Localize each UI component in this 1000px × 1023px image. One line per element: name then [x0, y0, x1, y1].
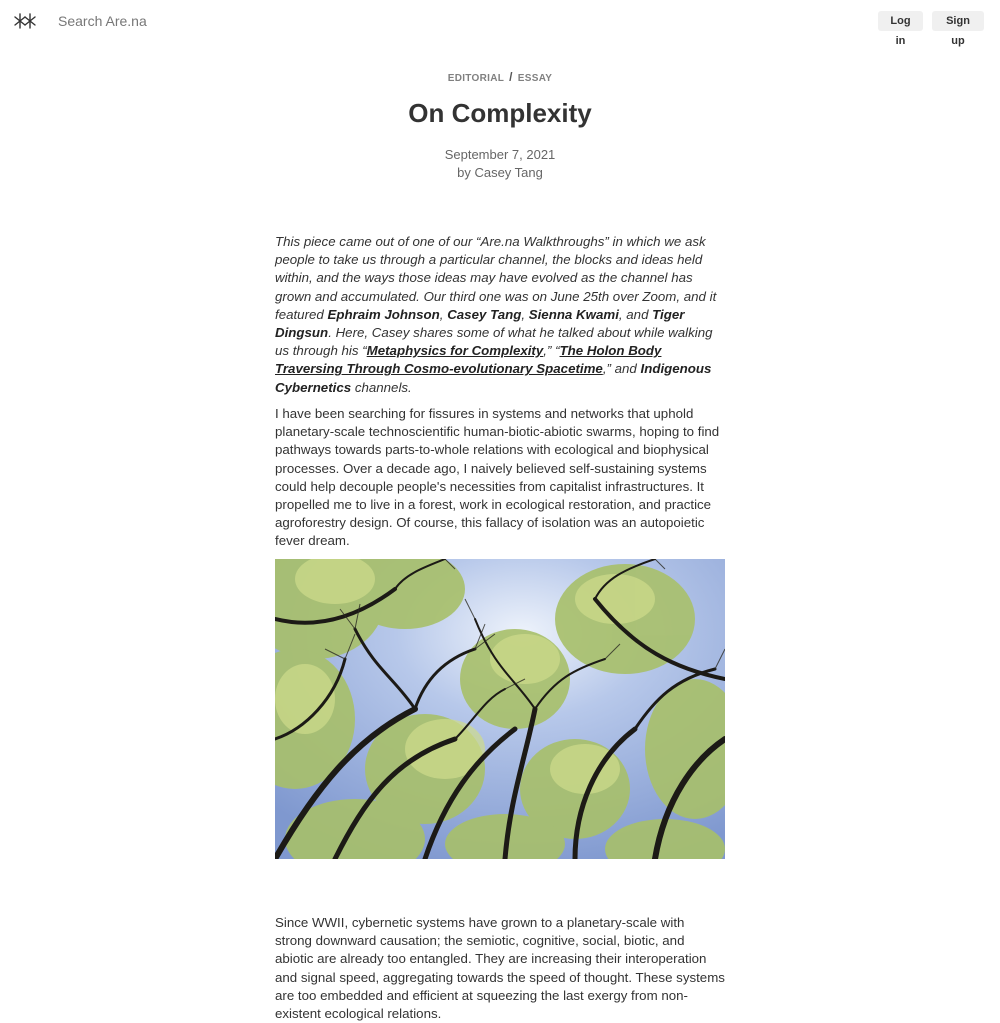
author-byline: by Casey Tang	[457, 165, 543, 180]
login-button[interactable]: Log in	[878, 11, 923, 31]
breadcrumb-separator: /	[509, 70, 513, 84]
arena-logo-icon[interactable]	[14, 12, 36, 30]
person-name: Sienna Kwami	[528, 306, 619, 322]
intro-paragraph: This piece came out of one of our “Are.na Walkthroughs” in which we ask people to take us through a particular channel, the blocks and ideas held within, and the ways those ideas may have evolved as the channel has grown and accumulated. Our third one was on June 25th over Zoom, and it featured Ephraim Johnson, Casey Tang, Sienna Kwami, and Tiger Dingsun. Here, Casey shares some of what he talked about while walking us through his “Metaphysics for Complexity,” “The Holon Body Traversing Through Cosmo-evolutionary Spacetime,” and Indigenous Cybernetics channels.	[275, 234, 717, 395]
person-name: Casey Tang	[447, 306, 522, 322]
signup-button[interactable]: Sign up	[932, 11, 984, 31]
person-name: Ephraim Johnson	[327, 306, 440, 322]
page-title: On Complexity	[408, 98, 592, 128]
channel-link-holon-body[interactable]: The Holon Body Traversing Through Cosmo-evolutionary Spacetime	[275, 343, 662, 377]
top-bar	[0, 0, 1000, 47]
breadcrumb	[0, 70, 1000, 84]
tree-canopy-photo	[275, 559, 725, 859]
breadcrumb-editorial[interactable]: EDITORIAL	[447, 73, 505, 84]
body-paragraph: Since WWII, cybernetic systems have grown to a planetary-scale with strong downward causation; the semiotic, cognitive, social, biotic, and abiotic are already too entangled. They are increasing their interoperation and signal speed, aggregating towards the speed of thought. These systems are too embedded and efficient at squeezing the last exergy from non-existent ecological relations.	[275, 915, 725, 1022]
channel-link-metaphysics[interactable]: Metaphysics for Complexity	[366, 343, 544, 359]
publish-date: September 7, 2021	[444, 147, 556, 162]
search-input[interactable]	[58, 10, 358, 32]
channel-name-indigenous-cybernetics: Indigenous Cybernetics	[275, 361, 712, 395]
person-name: Tiger Dingsun	[275, 306, 685, 341]
breadcrumb-essay[interactable]: ESSAY	[517, 73, 553, 84]
body-paragraph: I have been searching for fissures in systems and networks that uphold planetary-scale technoscientific human-biotic-abiotic swarms, hoping to find pathways towards parts-to-whole relations with ecological and biophysical processes. Over a decade ago, I naively believed self-sustaining systems could help decouple people's necessities from capitalist infrastructures. It propelled me to live in a forest, work in ecological restoration, and practice agroforestry design. Of course, this fallacy of isolation was an autopoietic fever dream.	[275, 406, 720, 549]
